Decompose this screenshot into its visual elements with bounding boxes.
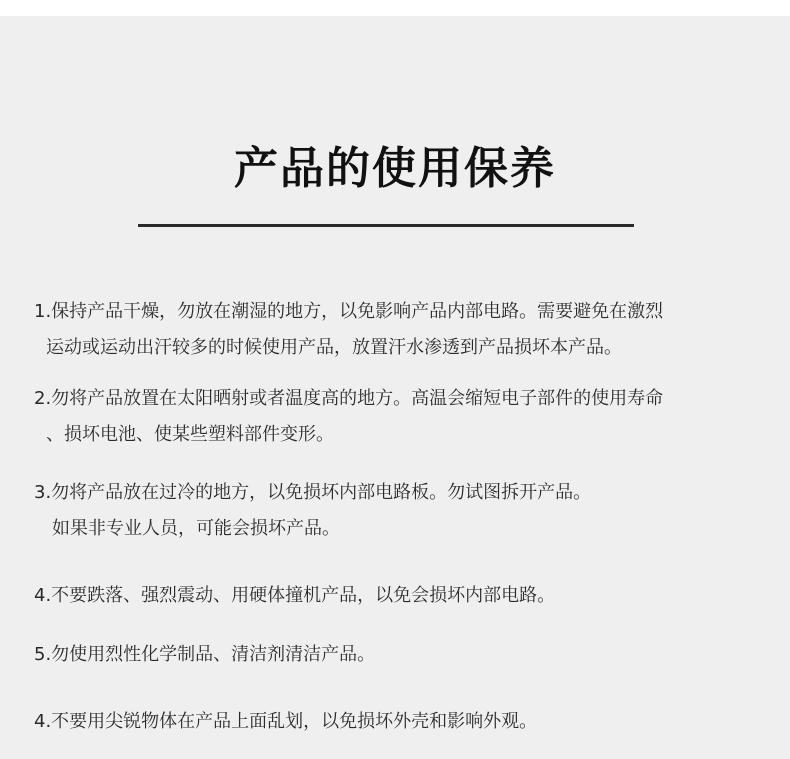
care-item-5 [34, 637, 774, 673]
care-item-6 [34, 704, 774, 740]
care-item-3 [34, 475, 774, 547]
care-item-2-line-1: 2.勿将产品放置在太阳晒射或者温度高的地方。高温会缩短电子部件的使用寿命 [34, 388, 664, 409]
care-item-4 [34, 578, 774, 614]
care-item-6-line-1: 4.不要用尖锐物体在产品上面乱划，以免损坏外壳和影响外观。 [34, 711, 538, 732]
care-item-4-line-1: 4.不要跌落、强烈震动、用硬体撞机产品，以免会损坏内部电路。 [34, 585, 556, 606]
page-title: 产品的使用保养 [234, 143, 556, 194]
care-item-1 [34, 294, 774, 366]
care-item-3-line-1: 3.勿将产品放在过冷的地方，以免损坏内部电路板。勿试图拆开产品。 [34, 482, 592, 503]
care-item-3-line-2: 如果非专业人员，可能会损坏产品。 [52, 518, 340, 539]
care-item-5-line-1: 5.勿使用烈性化学制品、清洁剂清洁产品。 [34, 644, 376, 665]
title-divider [138, 224, 634, 227]
care-item-2-line-2: 、损坏电池、使某些塑料部件变形。 [46, 424, 334, 445]
care-item-1-line-2: 运动或运动出汗较多的时候使用产品，放置汗水渗透到产品损坏本产品。 [46, 337, 622, 358]
care-item-2 [34, 381, 774, 453]
care-item-1-line-1: 1.保持产品干燥，勿放在潮湿的地方，以免影响产品内部电路。需要避免在激烈 [34, 301, 664, 322]
